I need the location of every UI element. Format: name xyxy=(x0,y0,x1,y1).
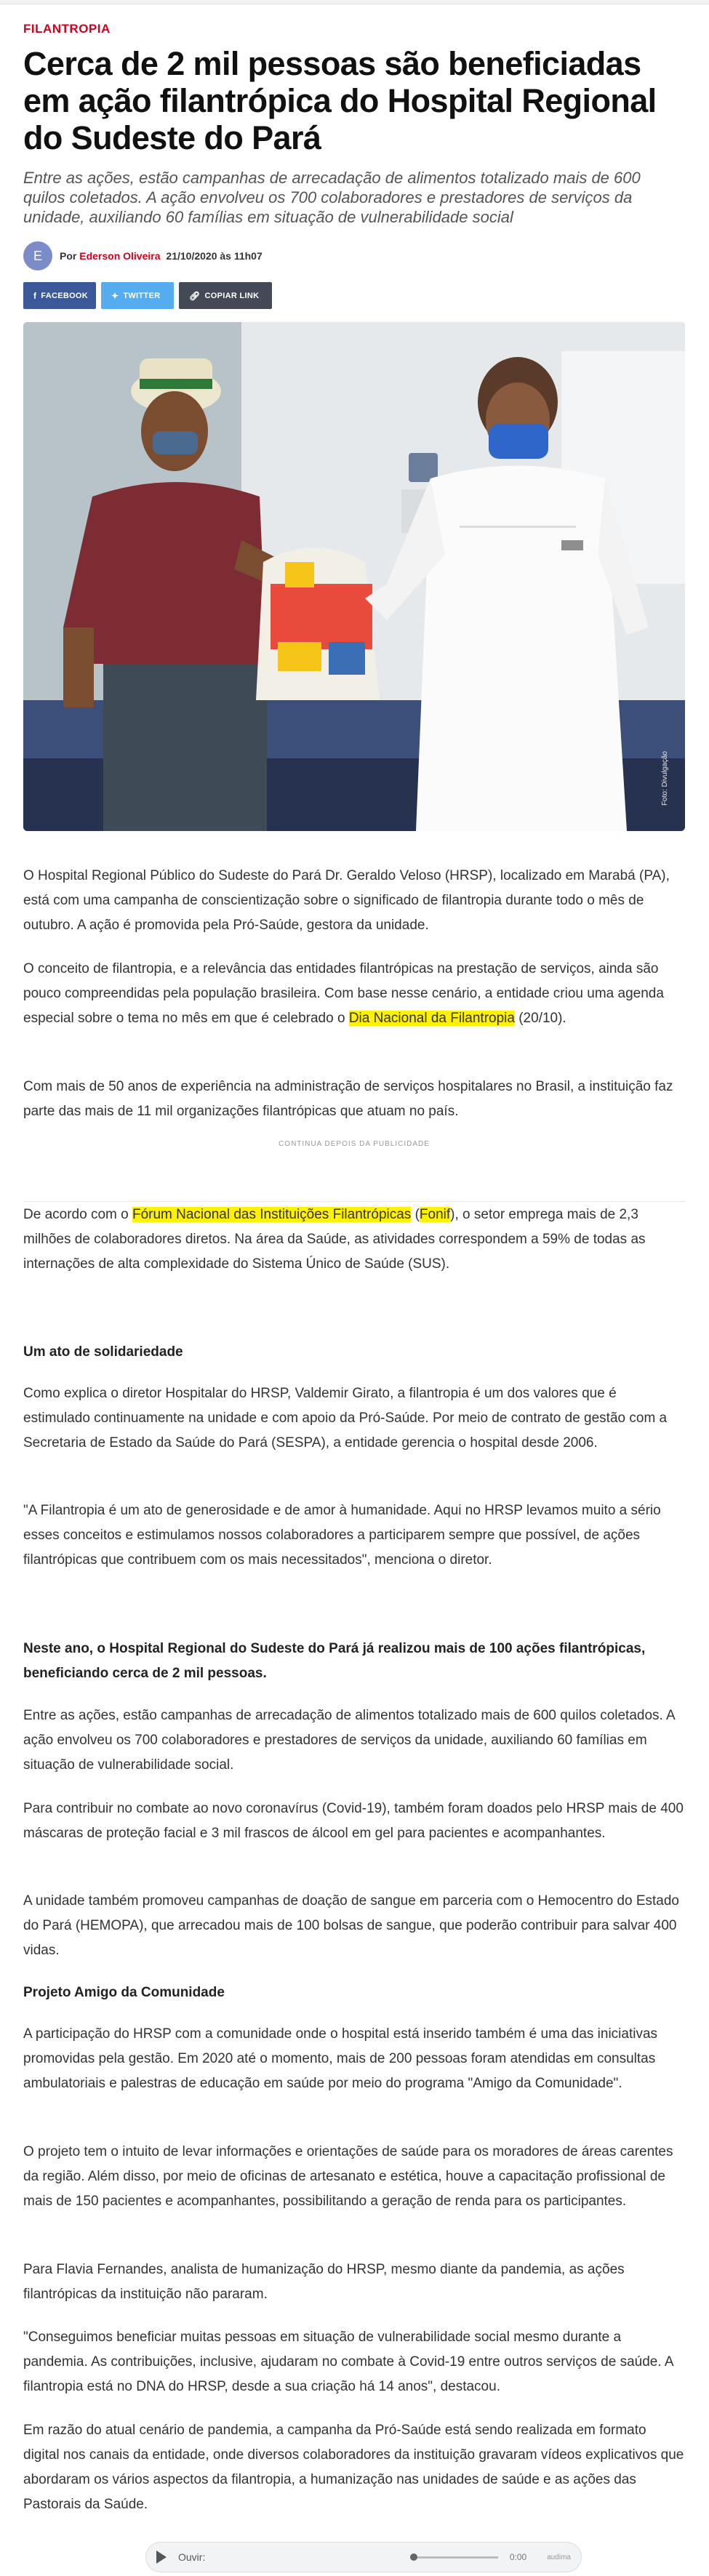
article-lede: Entre as ações, estão campanhas de arrecadação de alimentos totalizado mais de 600 quilos coletados. A ação envolveu os 700 colaboradores e prestadores de serviços da unidade, auxiliando 60 famílias em situação de vulnerabilidade social xyxy=(23,169,641,226)
paragraph-1 xyxy=(23,864,685,938)
paragraph-14-text: "Conseguimos beneficiar muitas pessoas em situação de vulnerabilidade social mesmo durante a pandemia. As contribuições, inclusive, ajudaram no combate à Covid-19 entre outros serviços de saúde. A filantropia está no DNA do HRSP, desde a sua criação há 14 anos", destacou. xyxy=(23,2330,673,2394)
paragraph-11 xyxy=(23,2022,685,2096)
byline xyxy=(23,240,685,272)
category-label[interactable]: FILANTROPIA xyxy=(23,22,111,36)
link-icon: 🔗︎ xyxy=(189,290,201,301)
twitter-icon: ✦ xyxy=(111,290,119,301)
paragraph-13 xyxy=(23,2258,685,2307)
paragraph-4-lead: De acordo com o xyxy=(23,1207,132,1222)
paragraph-14 xyxy=(23,2325,685,2399)
fonif-link[interactable]: Fonif xyxy=(419,1207,451,1222)
paragraph-2-tail: (20/10). xyxy=(514,1011,566,1026)
paragraph-8-text: Entre as ações, estão campanhas de arrecadação de alimentos totalizado mais de 600 quilos coletados. A ação envolveu os 700 colaboradores e prestadores de serviços da unidade, auxiliando 60 famílias em situação de vulnerabilidade social. xyxy=(23,1708,675,1773)
author-link[interactable]: Ederson Oliveira xyxy=(79,250,161,262)
paragraph-4-text xyxy=(23,1203,685,1277)
paragraph-2-text xyxy=(23,957,685,1031)
section-heading-1-text: Um ato de solidariedade xyxy=(23,1344,183,1360)
paragraph-5-text: Como explica o diretor Hospitalar do HRSP, Valdemir Girato, a filantropia é um dos valores que é estimulado continuamente na unidade e com apoio da Pró-Saúde. Por meio de contrato de gestão com a Secretaria de Estado da Saúde do Pará (SESPA), a entidade gerencia o hospital desde 2006. xyxy=(23,1386,668,1450)
dia-nacional-filantropia-link[interactable]: Dia Nacional da Filantropia xyxy=(348,1011,515,1026)
paragraph-11-text: A participação do HRSP com a comunidade onde o hospital está inserido também é uma das iniciativas promovidas pela gestão. Em 2020 até o momento, mais de 200 pessoas foram atendidas em consultas ambulatoriais e palestras de educação em saúde por meio do programa "Amigo da Comunidade". xyxy=(23,2026,658,2091)
paragraph-1-text: O Hospital Regional Público do Sudeste do Pará Dr. Geraldo Veloso (HRSP), localizado em Marabá (PA), está com uma campanha de conscientização sobre o significado de filantropia durante todo o mês de outubro. A ação é promovida pela Pró-Saúde, gestora da unidade. xyxy=(23,868,670,933)
paragraph-4-tail: ), o setor emprega mais de 2,3 milhões de colaboradores diretos. Na área da Saúde, as atividades correspondem a 59% de todas as internações de alta complexidade do Sistema Único de Saúde (SUS). xyxy=(23,1207,646,1272)
section-heading-2 xyxy=(23,1981,685,2005)
paragraph-6 xyxy=(23,1498,685,1573)
ad-divider xyxy=(23,1201,685,1202)
paragraph-10 xyxy=(23,1889,685,1963)
ad-label: CONTINUA DEPOIS DA PUBLICIDADE xyxy=(279,1140,430,1148)
paragraph-2-lead: O conceito de filantropia, e a relevância das entidades filantrópicas na prestação de serviços, ainda são pouco compreendidas pela população brasileira. Com base nesse cenário, a entidade criou uma agenda especial sobre o tema no mês em que é celebrado o xyxy=(23,961,664,1026)
photo-credit: Foto: Divulgação xyxy=(661,751,669,806)
section-heading-1 xyxy=(23,1340,685,1365)
paragraph-13-text: Para Flavia Fernandes, analista de humanização do HRSP, mesmo diante da pandemia, as ações filantrópicas da instituição não pararam. xyxy=(23,2262,625,2302)
by-prefix: Por xyxy=(60,250,77,262)
fonif-forum-link[interactable]: Fórum Nacional das Instituições Filantrópicas xyxy=(132,1207,412,1222)
photo-illustration xyxy=(23,322,685,831)
paragraph-15 xyxy=(23,2418,685,2517)
paragraph-3 xyxy=(23,1075,685,1124)
paragraph-4-mid: ( xyxy=(411,1207,420,1222)
copy-link-label: COPIAR LINK xyxy=(204,291,260,300)
publish-date: 21/10/2020 às 11h07 xyxy=(166,250,263,262)
audio-player xyxy=(145,2542,582,2572)
paragraph-15-text: Em razão do atual cenário de pandemia, a campanha da Pró-Saúde está sendo realizada em formato digital nos canais da entidade, onde diversos colaboradores da instituição gravaram vídeos explicativos que abordaram os vários aspectos da filantropia, a humanização nas unidades de saúde e as ações das Pastorais da Saúde. xyxy=(23,2423,684,2512)
top-bar xyxy=(0,0,709,4)
paragraph-12-text: O projeto tem o intuito de levar informações e orientações de saúde para os moradores de áreas carentes da região. Além disso, por meio de oficinas de artesanato e estética, houve a capacitação profissional de mais de 150 pacientes e acompanhantes, possibilitando a geração de renda para os participantes. xyxy=(23,2144,673,2209)
audio-label: Ouvir: xyxy=(178,2551,206,2563)
section-heading-2-text: Projeto Amigo da Comunidade xyxy=(23,1985,225,2000)
article-photo xyxy=(23,322,685,831)
page-title: Cerca de 2 mil pessoas são beneficiadas em ação filantrópica do Hospital Regional do Sudeste do Pará xyxy=(23,45,657,156)
audio-brand: audima xyxy=(547,2553,571,2561)
paragraph-2 xyxy=(23,957,685,1031)
share-facebook-button[interactable] xyxy=(23,282,96,309)
share-bar xyxy=(23,282,685,309)
share-twitter-button[interactable] xyxy=(101,282,174,309)
facebook-icon: f xyxy=(33,290,37,301)
share-facebook-label: FACEBOOK xyxy=(41,291,89,300)
paragraph-5 xyxy=(23,1381,685,1456)
play-icon[interactable] xyxy=(156,2551,167,2564)
copy-link-button[interactable] xyxy=(179,282,272,309)
paragraph-4 xyxy=(23,1203,685,1277)
audio-time: 0:00 xyxy=(509,2552,527,2562)
paragraph-10-text: A unidade também promoveu campanhas de doação de sangue em parceria com o Hemocentro do Estado do Pará (HEMOPA), que arrecadou mais de 100 bolsas de sangue, que poderão contribuir para salvar 400 vidas. xyxy=(23,1893,679,1958)
paragraph-8 xyxy=(23,1704,685,1778)
paragraph-7 xyxy=(23,1637,685,1686)
share-twitter-label: TWITTER xyxy=(123,291,161,300)
paragraph-9 xyxy=(23,1797,685,1846)
paragraph-3-text: Com mais de 50 anos de experiência na administração de serviços hospitalares no Brasil, a instituição faz parte das mais de 11 mil organizações filantrópicas que atuam no país. xyxy=(23,1079,673,1119)
avatar: E xyxy=(23,241,52,270)
paragraph-12 xyxy=(23,2140,685,2214)
article-header xyxy=(23,22,685,831)
audio-progress-handle[interactable] xyxy=(410,2553,417,2561)
paragraph-9-text: Para contribuir no combate ao novo coronavírus (Covid-19), também foram doados pelo HRSP mais de 400 máscaras de proteção facial e 3 mil frascos de álcool em gel para pacientes e acompanhantes. xyxy=(23,1801,684,1841)
paragraph-7-text: Neste ano, o Hospital Regional do Sudeste do Pará já realizou mais de 100 ações filantrópicas, beneficiando cerca de 2 mil pessoas. xyxy=(23,1641,646,1681)
audio-progress-track[interactable] xyxy=(413,2556,498,2559)
byline-text xyxy=(60,250,263,262)
paragraph-6-text: "A Filantropia é um ato de generosidade e de amor à humanidade. Aqui no HRSP levamos muito a sério esses conceitos e estimulamos nossos colaboradores a participarem sempre que possível, de ações filantrópicas que contribuem com os mais necessitados", menciona o diretor. xyxy=(23,1503,661,1568)
